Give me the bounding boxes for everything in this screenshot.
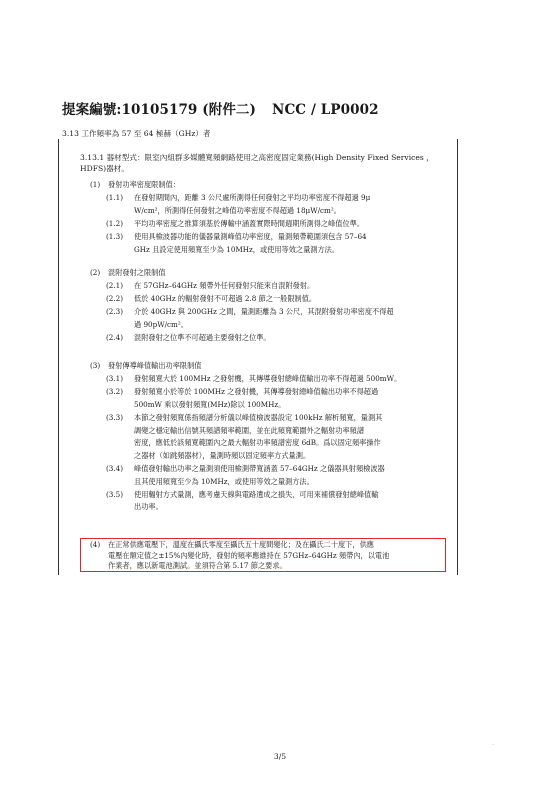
- block-number: (1): [90, 180, 101, 189]
- item-number: (3.4): [106, 464, 124, 473]
- item-line: 混附發射之位準不可超過主要發射之位準。: [134, 332, 271, 342]
- item-number: (3.5): [106, 489, 124, 499]
- item-line: 調變之穩定輸出信號其頻譜頻率範圍，並在此頻寬範圍外之輻射功率頻譜: [134, 425, 365, 435]
- scan-mark: ·: [492, 742, 494, 749]
- item-line: 在 57GHz–64GHz 頻帶外任何發射只能來自混附發射。: [134, 281, 315, 291]
- boxed-number: (4): [90, 540, 101, 549]
- block-title: 混附發射之限制值: [108, 268, 166, 277]
- boxed-line: 作業者，應以新電池測試。並須符合第 5.17 節之要求。: [108, 561, 287, 570]
- item-line: 之器材（如跳頻器材），量測時頻以固定頻率方式量測。: [134, 451, 311, 461]
- proposal-number: 提案編號:10105179 (附件二): [62, 102, 257, 118]
- content-frame: [58, 139, 458, 575]
- spec-code: NCC / LP0002: [272, 102, 379, 118]
- section-title: 3.13 工作頻率為 57 至 64 極赫（GHz）者: [62, 129, 211, 138]
- item-number: (2.4): [106, 332, 124, 342]
- item-line: 發射頻寬小於等於 100MHz 之發射機，其傳導發射總峰值輸出功率不得超過: [134, 387, 379, 397]
- item-line: 低於 40GHz 的輻射發射不可超過 2.8 節之一般限制值。: [134, 294, 317, 304]
- block-title: 發射傳導峰值輸出功率限制值: [108, 361, 202, 370]
- item-line: 且其使用頻寬至少為 10MHz，或使用等效之量測方法。: [134, 476, 314, 486]
- item-line: GHz 且設定使用頻寬至少為 10MHz，或使用等效之量測方法。: [134, 244, 340, 254]
- document-header: [62, 98, 379, 118]
- item-number: (1.2): [106, 219, 124, 228]
- boxed-line: 在正常供應電壓下，溫度在攝氏零度至攝氏五十度間變化；及在攝氏二十度下，供應: [108, 540, 374, 549]
- item-line: 過 90pW/cm²。: [134, 319, 188, 329]
- item-line: 出功率。: [134, 502, 163, 512]
- item-number: (2.3): [106, 307, 124, 316]
- item-number: (3.1): [106, 374, 124, 384]
- item-line: 使用輻射方式量測，應考慮天線與電路遺成之損失，可用來補償發射總峰值輸: [134, 489, 379, 499]
- item-line: 發射頻寬大於 100MHz 之發射機，其傳導發射總峰值輸出功率不得超過 500mW。: [134, 374, 402, 384]
- page-number: 3/5: [273, 752, 287, 761]
- item-line: 本節之發射頻寬係指頻譜分析儀以峰值檢波器設定 100kHz 解析頻寬，量測其: [134, 412, 383, 422]
- block-title: 發射功率密度限制值：: [108, 180, 180, 189]
- item-line: 在發射期間內，距離 3 公尺處所測得任何發射之平均功率密度不得超過 9μ: [134, 193, 371, 203]
- item-number: (2.2): [106, 294, 124, 304]
- item-line: 使用具檢波器功能的儀器量測峰值功率密度，量測頻帶範圍須包含 57–64: [134, 231, 367, 241]
- block-number: (2): [90, 268, 101, 277]
- item-number: (1.1): [106, 193, 124, 203]
- block-number: (3): [90, 361, 101, 370]
- item-number: (3.2): [106, 387, 124, 397]
- item-line: 峰值發射輸出功率之量測須使用檢測帶寬涵蓋 57–64GHz 之儀器具射頻檢波器: [134, 464, 385, 473]
- item-line: 500mW 乘以發射頻寬(MHz)除以 100MHz。: [134, 400, 286, 409]
- item-number: (2.1): [106, 281, 124, 291]
- boxed-line: 電壓在額定值之±15%內變化時，發射的頻率應維持在 57GHz–64GHz 頻帶內，以電池: [108, 550, 390, 560]
- item-number: (1.3): [106, 231, 124, 241]
- item-line: 平均功率密度之推算須基於傳輸中涵蓋實際時間週期所測得之峰值位準。: [134, 219, 365, 228]
- item-line: 介於 40GHz 與 200GHz 之間，量測距離為 3 公尺，其混附發射功率密度不得超: [134, 307, 394, 316]
- item-line: 密度，應低於該頻寬範圍內之最大輻射功率頻譜密度 6dB。爲以固定頻率操作: [134, 438, 381, 448]
- item-number: (3.3): [106, 412, 124, 422]
- item-line: W/cm²，所測得任何發射之峰值功率密度不得超過 18μW/cm²。: [134, 206, 341, 216]
- subsection-intro: 3.13.1 器材型式：限室內組群多媒體寬頻網路使用之高密度固定業務(High Density Fixed Services ，HDFS)器材。: [80, 153, 434, 173]
